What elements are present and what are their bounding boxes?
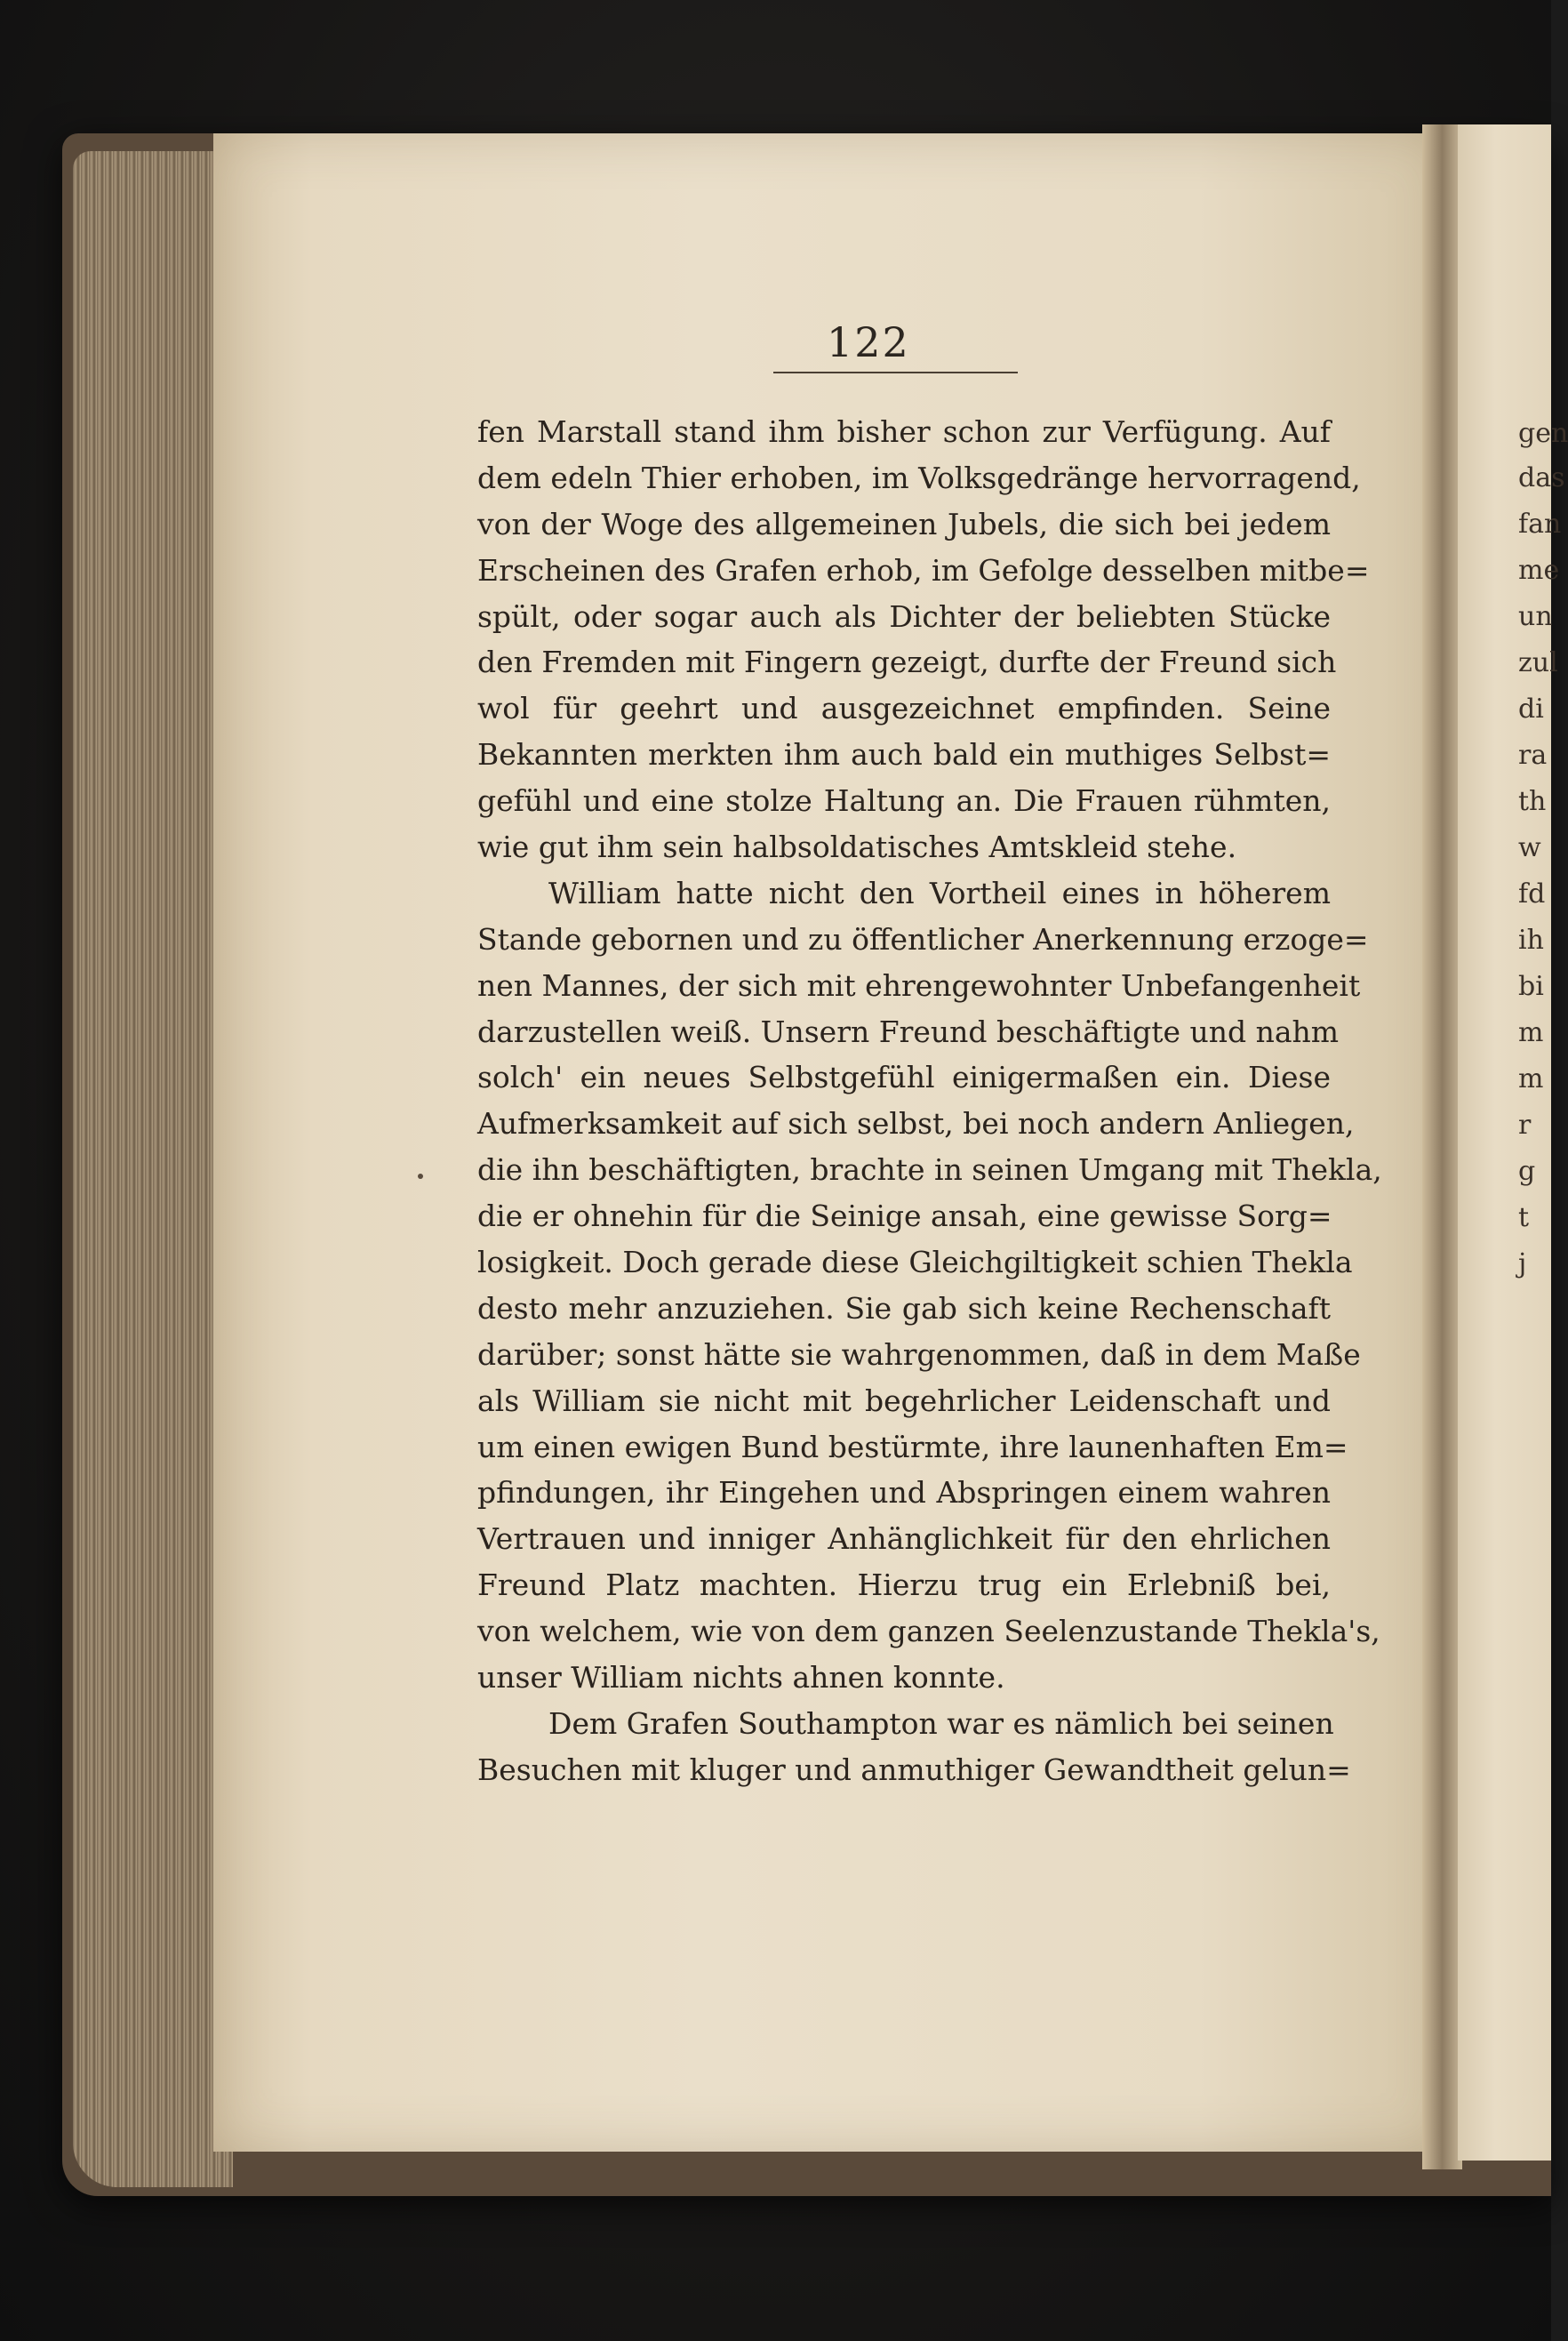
text-line: William hatte nicht den Vortheil eines in höherem <box>548 875 1331 910</box>
text-line: den Fremden mit Fingern gezeigt, durfte der Freund sich <box>477 645 1337 680</box>
page-number: 122 <box>827 318 910 366</box>
facing-page-fragment: bi <box>1518 971 1544 1002</box>
text-line: wol für geehrt und ausgezeichnet empfinden. Seine <box>477 691 1331 726</box>
facing-page-fragment: di <box>1518 693 1544 725</box>
text-line: darzustellen weiß. Unsern Freund beschäftigte und nahm <box>477 1014 1340 1049</box>
text-line: Vertrauen und inniger Anhänglichkeit für den ehrlichen <box>477 1521 1331 1557</box>
facing-page <box>1458 124 1568 2161</box>
text-line: solch' ein neues Selbstgefühl einigermaßen ein. Diese <box>477 1060 1331 1095</box>
facing-page-fragment: g <box>1518 1156 1536 1187</box>
text-line: um einen ewigen Bund bestürmte, ihre launenhaften Em= <box>477 1429 1348 1464</box>
text-line: Bekannten merkten ihm auch bald ein muthiges Selbst= <box>477 737 1331 773</box>
facing-page-fragment: das <box>1518 462 1565 493</box>
ink-dot <box>418 1174 423 1179</box>
facing-page-fragment: ih <box>1518 925 1544 956</box>
facing-page-fragment: fan <box>1518 509 1562 540</box>
facing-page-fragment: w <box>1518 832 1541 863</box>
facing-page-fragment: un <box>1518 601 1553 632</box>
text-line: Stande gebornen und zu öffentlicher Anerkennung erzoge= <box>477 921 1369 957</box>
text-line: von der Woge des allgemeinen Jubels, die sich bei jedem <box>477 506 1331 541</box>
facing-page-fragment: r <box>1518 1110 1532 1141</box>
text-line: die ihn beschäftigten, brachte in seinen Umgang mit Thekla, <box>477 1152 1382 1188</box>
page-edges <box>73 151 233 2187</box>
text-line: unser William nichts ahnen konnte. <box>477 1660 1005 1696</box>
facing-page-fragment: m <box>1518 1017 1544 1048</box>
facing-page-fragment: th <box>1518 786 1547 817</box>
text-line: fen Marstall stand ihm bisher schon zur Verfügung. Auf <box>477 414 1331 449</box>
facing-page-fragment: ra <box>1518 740 1548 771</box>
text-line: die er ohnehin für die Seinige ansah, eine gewisse Sorg= <box>477 1199 1332 1234</box>
book-gutter <box>1422 124 1462 2169</box>
body-text <box>477 409 1382 1793</box>
text-line: als William sie nicht mit begehrlicher Leidenschaft und <box>477 1383 1331 1418</box>
text-line: Freund Platz machten. Hierzu trug ein Erlebniß bei, <box>477 1567 1331 1603</box>
text-line: wie gut ihm sein halbsoldatisches Amtskleid stehe. <box>477 830 1237 865</box>
text-line: Besuchen mit kluger und anmuthiger Gewandtheit gelun= <box>477 1752 1351 1787</box>
text-line: dem edeln Thier erhoben, im Volksgedränge hervorragend, <box>477 460 1361 495</box>
facing-page-fragment: fd <box>1518 878 1546 910</box>
facing-page-fragment: j <box>1518 1248 1527 1279</box>
text-line: desto mehr anzuziehen. Sie gab sich keine Rechenschaft <box>477 1290 1331 1326</box>
text-line: pfindungen, ihr Eingehen und Abspringen einem wahren <box>477 1475 1331 1511</box>
facing-page-fragment: zul <box>1518 647 1558 678</box>
facing-page-fragment: m <box>1518 1063 1544 1094</box>
text-line: Aufmerksamkeit auf sich selbst, bei noch andern Anliegen, <box>477 1106 1355 1142</box>
facing-page-fragment: t <box>1518 1202 1530 1233</box>
facing-page-fragment: me <box>1518 555 1560 586</box>
text-line: losigkeit. Doch gerade diese Gleichgiltigkeit schien Thekla <box>477 1245 1353 1280</box>
header-rule <box>773 372 1018 373</box>
text-line: Dem Grafen Southampton war es nämlich bei seinen <box>548 1705 1334 1741</box>
facing-page-fragment: gen <box>1518 418 1568 449</box>
text-line: darüber; sonst hätte sie wahrgenommen, daß in dem Maße <box>477 1336 1361 1372</box>
text-line: spült, oder sogar auch als Dichter der beliebten Stücke <box>477 598 1331 634</box>
text-line: von welchem, wie von dem ganzen Seelenzustande Thekla's, <box>477 1614 1380 1649</box>
text-line: gefühl und eine stolze Haltung an. Die Frauen rühmten, <box>477 783 1331 819</box>
text-line: nen Mannes, der sich mit ehrengewohnter Unbefangenheit <box>477 967 1361 1003</box>
text-line: Erscheinen des Grafen erhob, im Gefolge desselben mitbe= <box>477 552 1370 588</box>
